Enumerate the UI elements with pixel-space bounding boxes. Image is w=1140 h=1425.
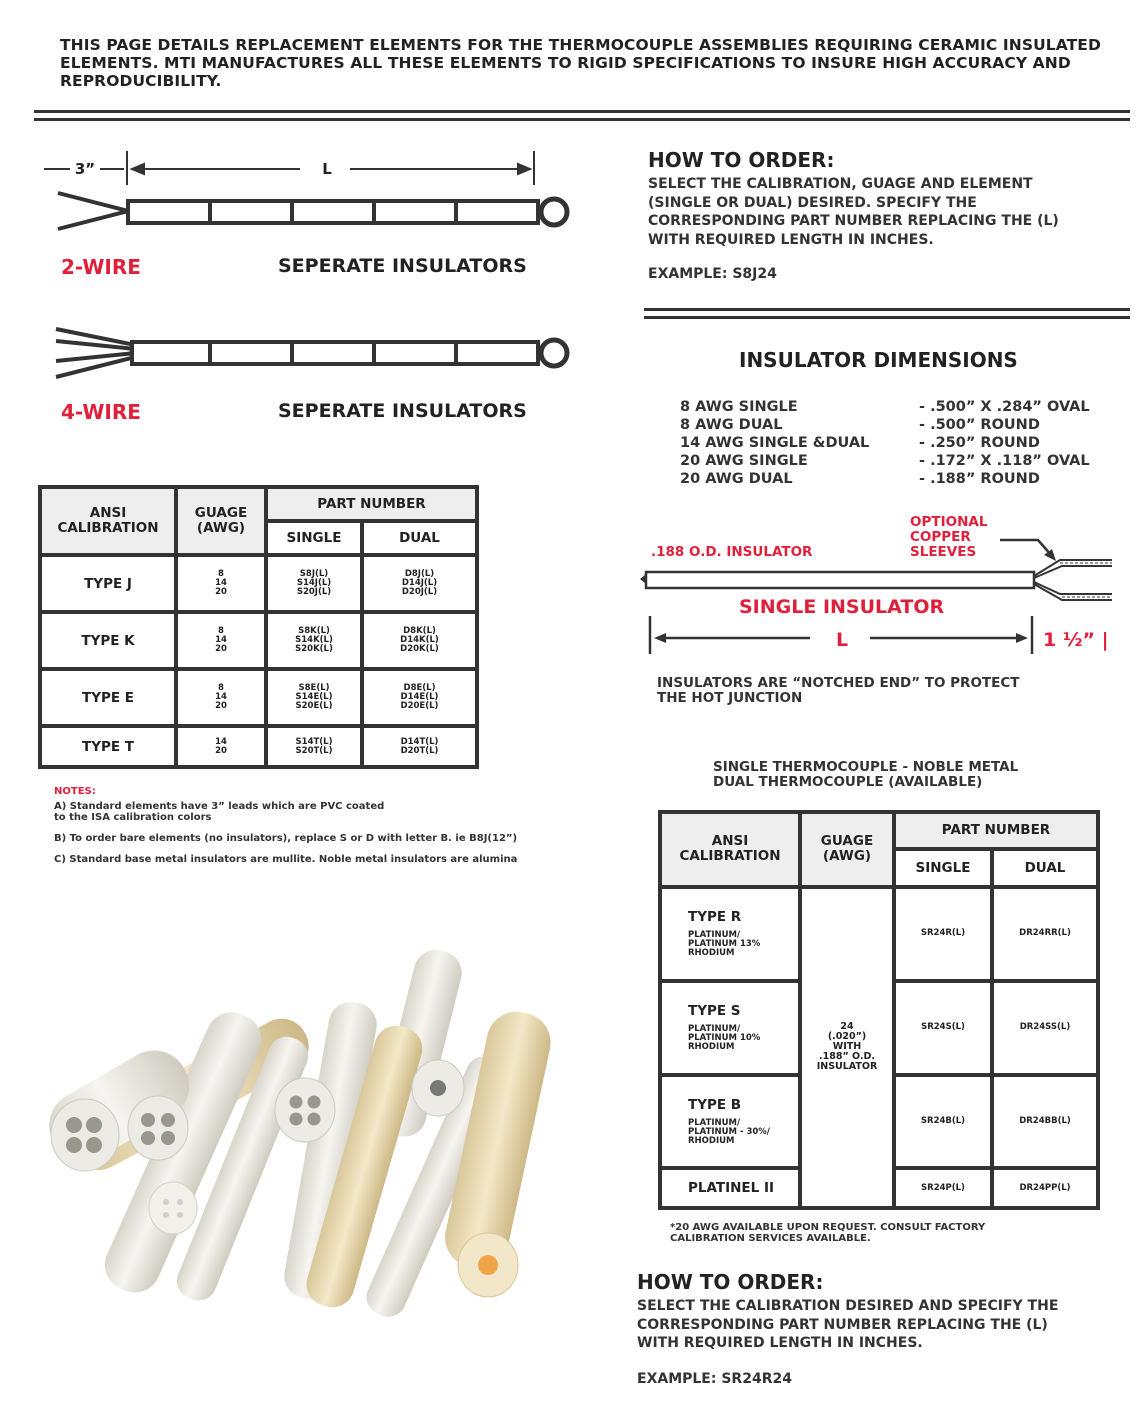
- notched-end-note: [657, 676, 1019, 706]
- single-part-cell: SR24B(L): [896, 1077, 990, 1167]
- insulator-length-label: L: [836, 629, 849, 651]
- single-header: SINGLE: [896, 851, 990, 884]
- dual-part-cell: D8K(L) D14K(L) D20K(L): [364, 614, 475, 667]
- gauge-cell: 8 14 20: [178, 614, 264, 667]
- dimension-value: - .500” X .284” OVAL: [919, 399, 1090, 415]
- dimension-name: 14 AWG SINGLE &DUAL: [680, 435, 870, 451]
- dimension-value: - .172” X .118” OVAL: [919, 453, 1090, 469]
- od-insulator-label: .188 O.D. INSULATOR: [651, 544, 813, 560]
- four-wire-label: 4-WIRE: [61, 400, 141, 424]
- dual-header: DUAL: [364, 523, 475, 553]
- dimension-value: - .500” ROUND: [919, 417, 1040, 433]
- how-to-order-title-1: HOW TO ORDER:: [648, 148, 835, 172]
- footnote-line-1: *20 AWG AVAILABLE UPON REQUEST. CONSULT FACTORY: [670, 1222, 986, 1233]
- order-example-2: EXAMPLE: SR24R24: [637, 1371, 792, 1387]
- noble-gauge-cell: 24 (.020”) WITH .188” O.D. INSULATOR: [802, 889, 892, 1206]
- notes-section: [54, 786, 517, 875]
- single-part-cell: S8E(L) S14E(L) S20E(L): [268, 671, 360, 724]
- separate-insulators-label-2: SEPERATE INSULATORS: [278, 400, 527, 422]
- dimension-values: [919, 398, 1090, 488]
- table-row: [42, 671, 475, 724]
- part-number-header: PART NUMBER: [268, 489, 475, 519]
- single-part-cell: S8J(L) S14J(L) S20J(L): [268, 557, 360, 610]
- order-example-1: EXAMPLE: S8J24: [648, 266, 777, 282]
- dimension-name: 8 AWG DUAL: [680, 417, 783, 433]
- dimension-names: [680, 398, 869, 488]
- table-row: [42, 728, 475, 765]
- dual-part-cell: DR24BB(L): [994, 1077, 1096, 1167]
- noble-metal-title: [713, 760, 1018, 790]
- type-cell: TYPE E: [42, 671, 174, 724]
- two-wire-label: 2-WIRE: [61, 255, 141, 279]
- table-row: [42, 614, 475, 667]
- dual-part-cell: D8E(L) D14E(L) D20E(L): [364, 671, 475, 724]
- single-header: SINGLE: [268, 523, 360, 553]
- dual-part-cell: DR24PP(L): [994, 1170, 1096, 1206]
- optional-label: OPTIONAL: [910, 514, 988, 530]
- dual-part-cell: DR24RR(L): [994, 889, 1096, 979]
- dual-header: DUAL: [994, 851, 1096, 884]
- length-dimension: L: [322, 160, 332, 178]
- dimension-name: 20 AWG SINGLE: [680, 453, 808, 469]
- single-part-cell: SR24S(L): [896, 983, 990, 1073]
- note-a: A) Standard elements have 3” leads which are PVC coated to the ISA calibration colors: [54, 801, 385, 823]
- noble-metal-table: [658, 810, 1100, 1210]
- single-part-cell: S8K(L) S14K(L) S20K(L): [268, 614, 360, 667]
- type-cell: TYPE S PLATINUM/ PLATINUM 10% RHODIUM: [662, 983, 798, 1073]
- ansi-calibration-header: ANSI CALIBRATION: [662, 814, 798, 885]
- dimension-value: - .250” ROUND: [919, 435, 1040, 451]
- how-to-order-title-2: HOW TO ORDER:: [637, 1270, 824, 1294]
- gauge-header: GUAGE (AWG): [178, 489, 264, 553]
- dimension-line: [44, 151, 534, 185]
- insulator-dimensions-title: INSULATOR DIMENSIONS: [739, 348, 1018, 372]
- dual-part-cell: D14T(L) D20T(L): [364, 728, 475, 765]
- notched-end-note-line-2: THE HOT JUNCTION: [657, 690, 803, 706]
- copper-label: COPPER: [910, 529, 971, 545]
- part-number-header: PART NUMBER: [896, 814, 1096, 847]
- top-divider-2: [34, 118, 1130, 121]
- gauge-cell: 8 14 20: [178, 671, 264, 724]
- noble-footnote: [670, 1222, 985, 1244]
- four-wire-element: [56, 329, 567, 377]
- two-wire-element: [58, 193, 567, 229]
- type-cell: TYPE R PLATINUM/ PLATINUM 13% RHODIUM: [662, 889, 798, 979]
- dimension-name: 8 AWG SINGLE: [680, 399, 798, 415]
- single-insulator-label: SINGLE INSULATOR: [739, 596, 945, 618]
- lead-dimension: 3”: [74, 160, 96, 178]
- separate-insulators-label-1: SEPERATE INSULATORS: [278, 255, 527, 277]
- type-cell: TYPE B PLATINUM/ PLATINUM - 30%/ RHODIUM: [662, 1077, 798, 1167]
- gauge-cell: 8 14 20: [178, 557, 264, 610]
- dimension-value: - .188” ROUND: [919, 471, 1040, 487]
- single-part-cell: S14T(L) S20T(L): [268, 728, 360, 765]
- gauge-header: GUAGE (AWG): [802, 814, 892, 885]
- footnote-line-2: CALIBRATION SERVICES AVAILABLE.: [670, 1233, 871, 1244]
- dimension-name: 20 AWG DUAL: [680, 471, 793, 487]
- notched-end-note-line-1: INSULATORS ARE “NOTCHED END” TO PROTECT: [657, 675, 1020, 691]
- noble-title-line-2: DUAL THERMOCOUPLE (AVAILABLE): [713, 774, 983, 790]
- right-divider: [644, 308, 1130, 311]
- dual-part-cell: DR24SS(L): [994, 983, 1096, 1073]
- gauge-cell: 14 20: [178, 728, 264, 765]
- dual-part-cell: D8J(L) D14J(L) D20J(L): [364, 557, 475, 610]
- type-cell: TYPE J: [42, 557, 174, 610]
- table-row: [42, 557, 475, 610]
- table-row: [662, 889, 1096, 979]
- type-cell: PLATINEL II: [662, 1170, 798, 1206]
- notes-title: NOTES:: [54, 786, 96, 797]
- how-to-order-text-2: SELECT THE CALIBRATION DESIRED AND SPECIFY THE CORRESPONDING PART NUMBER REPLACING THE (L) WITH REQUIRED LENGTH IN INCHES.: [637, 1298, 1059, 1351]
- type-cell: TYPE K: [42, 614, 174, 667]
- note-c: C) Standard base metal insulators are mullite. Noble metal insulators are alumina: [54, 854, 518, 865]
- base-metal-table: [38, 485, 479, 769]
- right-divider-2: [644, 316, 1130, 319]
- how-to-order-text-1: SELECT THE CALIBRATION, GUAGE AND ELEMENT (SINGLE OR DUAL) DESIRED. SPECIFY THE CORRESPONDING PART NUMBER REPLACING THE (L) WITH REQUIRED LENGTH IN INCHES.: [648, 176, 1059, 248]
- extra-length-label: 1 ½” |: [1043, 629, 1109, 651]
- sleeves-label: SLEEVES: [910, 544, 977, 560]
- top-divider: [34, 110, 1130, 113]
- noble-title-line-1: SINGLE THERMOCOUPLE - NOBLE METAL: [713, 759, 1019, 775]
- single-part-cell: SR24R(L): [896, 889, 990, 979]
- single-part-cell: SR24P(L): [896, 1170, 990, 1206]
- note-b: B) To order bare elements (no insulators), replace S or D with letter B. ie B8J(12”): [54, 833, 518, 844]
- intro-text: THIS PAGE DETAILS REPLACEMENT ELEMENTS FOR THE THERMOCOUPLE ASSEMBLIES REQUIRING CERAMIC INSULATED ELEMENTS. MTI MANUFACTURES ALL THESE ELEMENTS TO RIGID SPECIFICATIONS TO INSURE HIGH ACCURACY AND REPRODUCIBILITY.: [60, 36, 1101, 90]
- type-cell: TYPE T: [42, 728, 174, 765]
- ansi-calibration-header: ANSI CALIBRATION: [42, 489, 174, 553]
- ceramic-insulators-photo: [30, 940, 570, 1340]
